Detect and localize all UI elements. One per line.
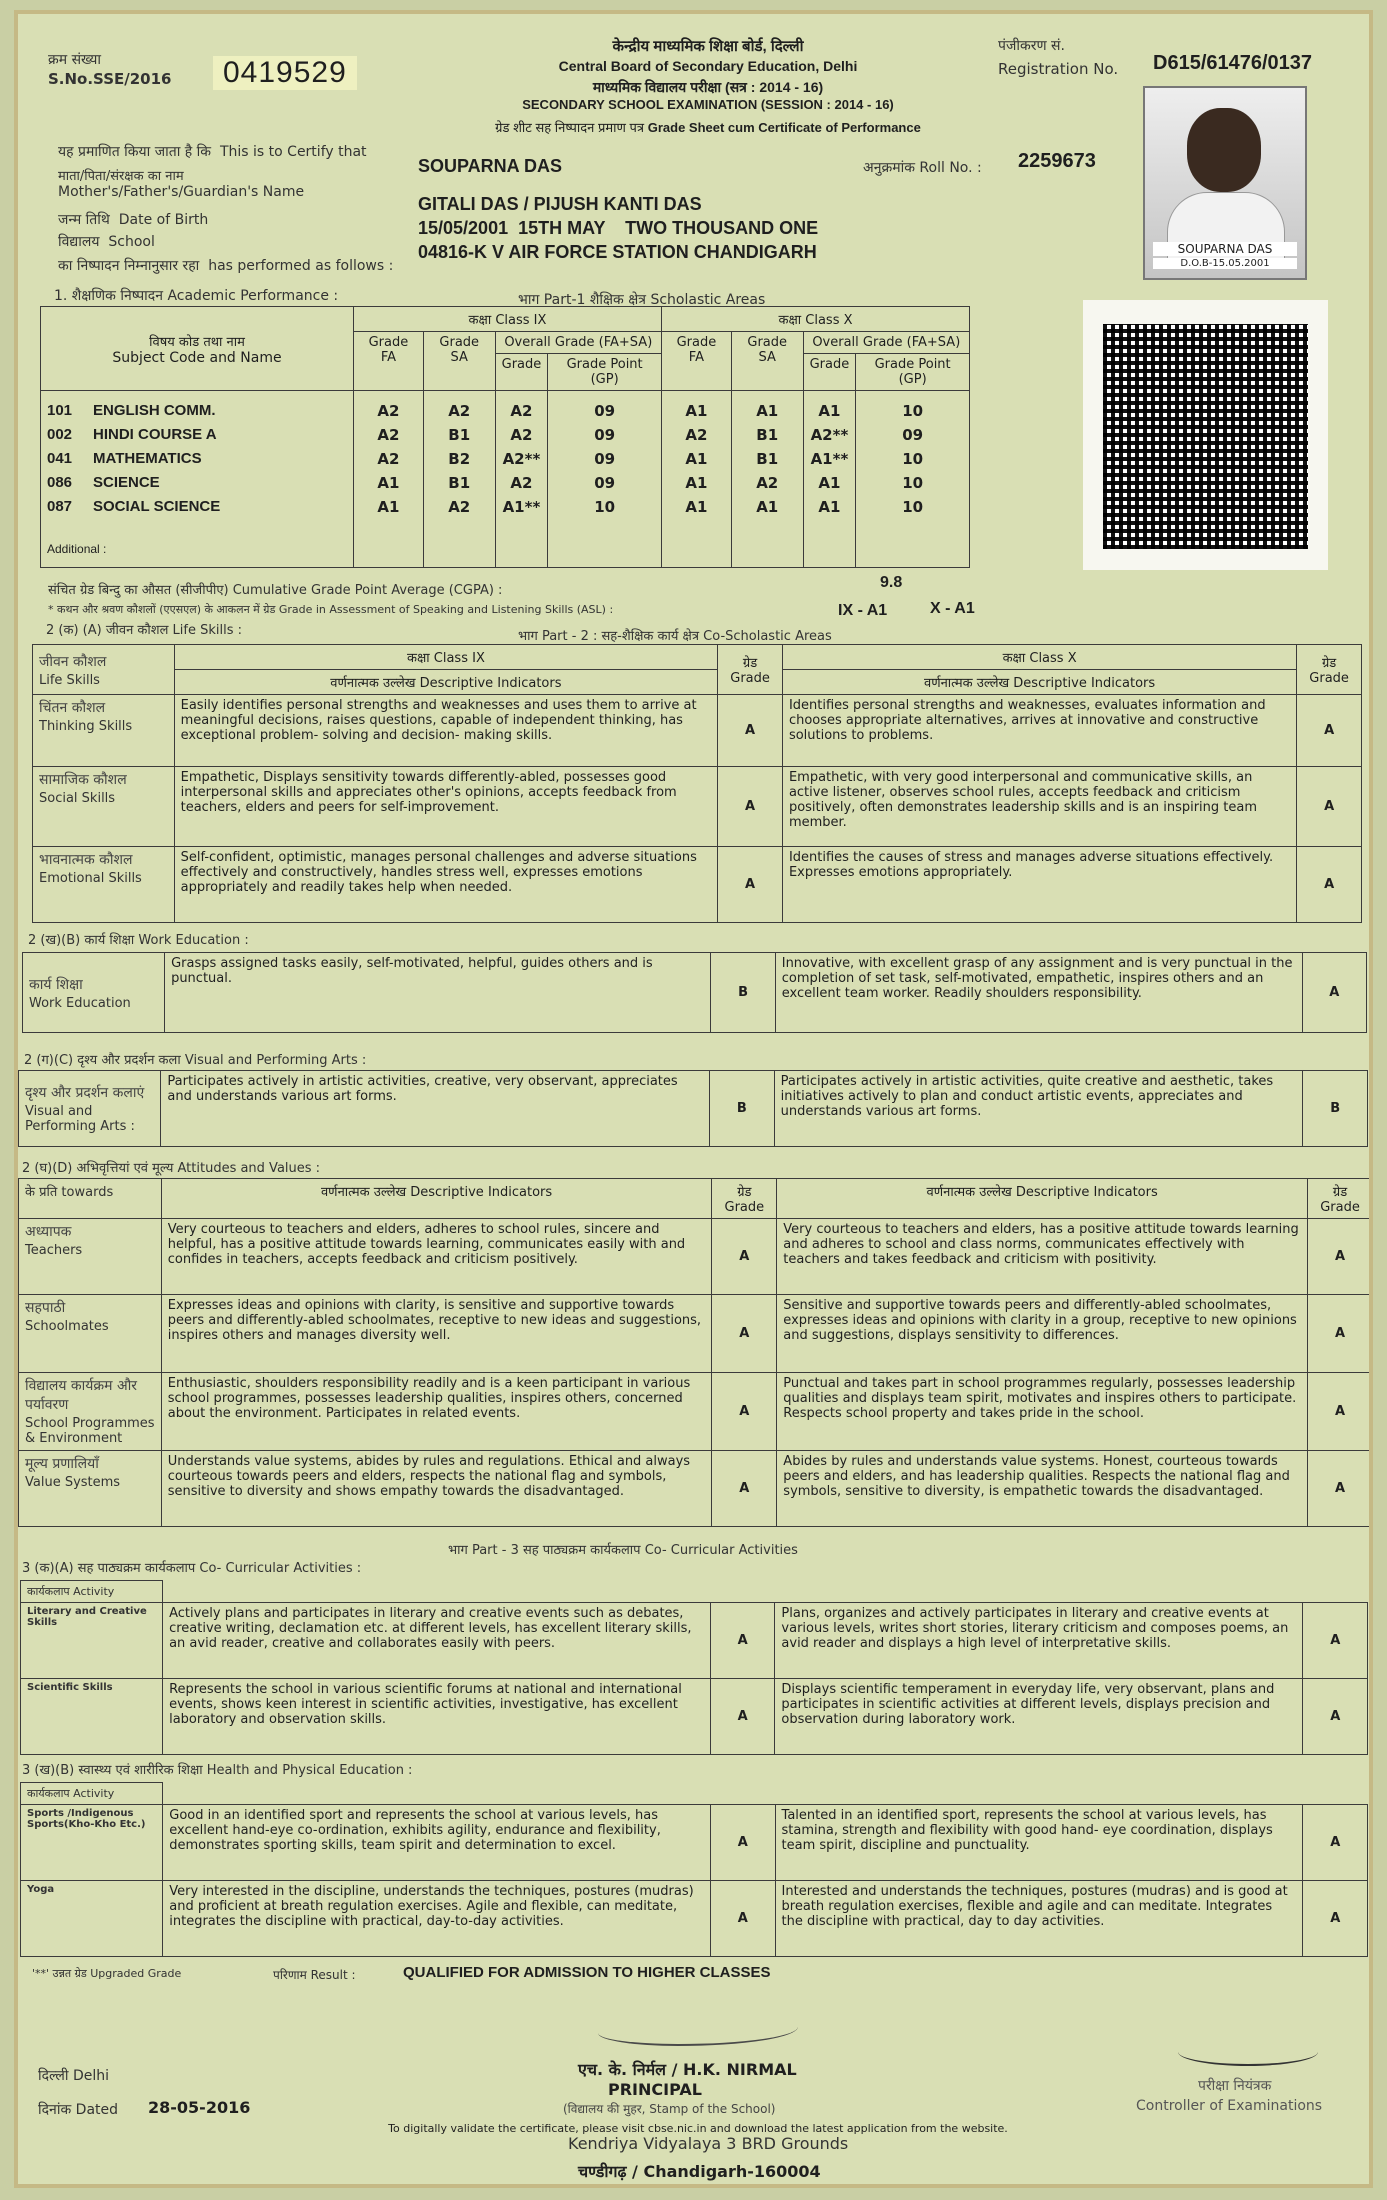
table-row: सामाजिक कौशल Social Skills Empathetic, Displays sensitivity towards differently-abled, possesses good interpersonal skills and appreciates other's opinions, accepts feedback from teachers, elders and peers for self-improvement. A Empathetic, with very good interpersonal and communicative skills, an active listener, observes school rules, accepts feedback and criticism positively, often demonstrates leadership skills and is an inspiring team member. A [33,767,1362,847]
serial-label-hi: क्रम संख्या [48,52,101,68]
certify-label-hindi: यह प्रमाणित किया जाता है कि [58,144,212,160]
life-cat-header-hi: जीवन कौशल [39,653,107,670]
school-stamp-line1: Kendriya Vidyalaya 3 BRD Grounds [568,2134,849,2153]
attitude-desc10-header: वर्णनात्मक उल्लेख Descriptive Indicators [777,1179,1308,1219]
stamp-label: (विद्यालय की मुहर, Stamp of the School) [563,2102,776,2116]
life-skills-table [32,644,1362,923]
exam-name: SECONDARY SCHOOL EXAMINATION (SESSION : 2014 - 16) [522,97,894,112]
table-row: दृश्य और प्रदर्शन कलाएं Visual and Performing Arts : Participates actively in artistic activities, creative, very observant, appreciates and understands various art forms. B Participates actively in artistic activities, quite creative and aesthetic, takes initiatives actively to plan and conduct artistic events, appreciates and understands various art forms. B [19,1071,1368,1147]
subject-list [41,391,354,568]
attitudes-title: 2 (घ)(D) अभिवृत्तियां एवं मूल्य Attitudes and Values : [22,1161,321,1176]
dob-label-hindi: जन्म तिथि [58,212,110,228]
school-stamp-line2: चण्डीगढ़ / Chandigarh-160004 [578,2162,821,2181]
certify-label-english: This is to Certify that [219,144,367,160]
asl-class10: X - A1 [930,600,975,617]
gp-col-10: Grade Point (GP) [856,354,970,391]
towards-header: के प्रति towards [19,1179,162,1219]
serial-number: 0419529 [213,56,357,90]
asl-label: * कथन और श्रवण कौशलों (एएसएल) के आकलन में ग्रेड Grade in Assessment of Speaking and Listening Skills (ASL) : [48,603,614,616]
grade-sheet-certificate [14,10,1373,2188]
principal-signature-icon [598,2014,798,2046]
grade-col-9: Grade [495,354,548,391]
asl-class9: IX - A1 [838,602,888,619]
subject-row: 041 MATHEMATICS [47,450,202,467]
roll-number: 2259673 [1018,150,1096,172]
subject-row: 002 HINDI COURSE A [47,426,217,443]
registration-label-hi: पंजीकरण सं. [998,38,1065,54]
board-name-hindi: केन्द्रीय माध्यमिक शिक्षा बोर्ड, दिल्ली [612,38,804,55]
life-grade10-header: ग्रेड Grade [1297,645,1362,695]
health-activity-header: कार्यकलाप Activity [21,1783,163,1805]
life-desc9-header: वर्णनात्मक उल्लेख Descriptive Indicators [174,670,718,695]
health-title: 3 (ख)(B) स्वास्थ्य एवं शारीरिक शिक्षा Health and Physical Education : [22,1763,413,1778]
class10-header: कक्षा Class X [661,307,969,332]
roll-label [863,158,982,177]
cgpa-value: 9.8 [880,574,903,591]
school-label-english: School [108,234,155,250]
table-row: Sports /Indigenous Sports(Kho-Kho Etc.) Good in an identified sport and represents the school at various levels, has excellent hand-eye co-ordination, exhibits agility, endurance and flexibility, demonstrates sporting skills, team spirit and determination to excel. A Talented in an identified sport, represents the school at various levels, has stamina, strength and flexibility with good hand- eye coordination, displays team spirit, discipline and punctuality. A [21,1805,1368,1881]
table-row: सहपाठी Schoolmates Expresses ideas and opinions with clarity, is sensitive and supportive towards peers and differently-abled schoolmates, receptive to new ideas and suggestions, inspires others and manages diversity well. A Sensitive and supportive towards peers and differently-abled schoolmates, expresses ideas and opinions with clarity in a group, receptive to new opinions and suggestions, displays sensitivity to differences. A [19,1295,1373,1373]
table-row: Yoga Very interested in the discipline, understands the techniques, postures (mudras) and proficient at breath regulation exercises. Agile and flexible, can meditate, integrates the discipline with practical, day-to-day activities. A Interested and understands the techniques, postures (mudras) and is good at breath regulation exercises, flexible and agile and can meditate. Integrates the discipline with practical, day to day activities. A [21,1881,1368,1957]
sa10-column: A1 B1 B1 A2 A1 [731,391,803,568]
dated-label: दिनांक Dated [38,2102,119,2118]
date-value: 28-05-2016 [148,2098,251,2117]
life-class10-header: कक्षा Class X [782,645,1296,670]
attitude-grade9-header: ग्रेड Grade [712,1179,777,1219]
certificate-title [418,118,998,136]
upgraded-grade-note: '**' उन्नत ग्रेड Upgraded Grade [32,1967,182,1980]
school-name: 04816-K V AIR FORCE STATION CHANDIGARH [418,242,817,262]
grade-sa-header-9: Grade SA [423,332,495,391]
dob-label-english: Date of Birth [118,212,209,228]
g10-column: A1 A2** A1** A1 A1 [803,391,856,568]
fa10-column: A1 A2 A1 A1 A1 [661,391,731,568]
certificate-title-english: Grade Sheet cum Certificate of Performance [647,120,921,135]
life-skills-title: 2 (क) (A) जीवन कौशल Life Skills : [46,623,243,638]
photo-dob: D.O.B-15.05.2001 [1153,258,1297,269]
additional-label: Additional : [47,542,107,556]
place: दिल्ली Delhi [38,2068,109,2084]
school-label-hindi: विद्यालय [58,234,100,250]
board-name: Central Board of Secondary Education, Delhi [558,58,858,74]
dob-label [58,210,208,229]
scholastic-part-title: भाग Part-1 शैक्षिक क्षेत्र Scholastic Areas [518,292,766,308]
date-of-birth: 15/05/2001 15TH MAY TWO THOUSAND ONE [418,218,819,238]
life-class9-header: कक्षा Class IX [174,645,718,670]
coscholastic-part-title: भाग Part - 2 : सह-शैक्षिक कार्य क्षेत्र Co-Scholastic Areas [518,629,832,644]
life-cat-header: Life Skills [39,672,100,688]
cocurricular-title: 3 (क)(A) सह पाठ्यक्रम कार्यकलाप Co- Curricular Activities : [22,1561,362,1576]
certify-label [58,142,367,161]
gp-col-9: Grade Point (GP) [548,354,662,391]
exam-name-hindi: माध्यमिक विद्यालय परीक्षा (सत्र : 2014 - 16) [592,79,824,95]
principal-title: PRINCIPAL [608,2080,702,2099]
life-desc10-header: वर्णनात्मक उल्लेख Descriptive Indicators [782,670,1296,695]
photo-face-icon [1187,108,1261,192]
fa9-column: A2 A2 A2 A1 A1 [354,391,424,568]
table-row: कार्य शिक्षा Work Education Grasps assigned tasks easily, self-motivated, helpful, guides others and is punctual. B Innovative, with excellent grasp of any assignment and is very punctual in the completion of set task, self-motivated, empathetic, inspires others and an excellent team worker. Readily shoulders responsibility. A [23,953,1367,1033]
class9-header: कक्षा Class IX [354,307,662,332]
work-education-table [22,952,1367,1033]
performed-label [58,256,393,275]
roll-label-english: Roll No. : [919,160,982,176]
health-table [20,1782,1368,1957]
photo-caption: SOUPARNA DAS [1153,242,1297,256]
performed-label-english: has performed as follows : [208,258,394,274]
gp9-column: 09 09 09 09 10 [548,391,662,568]
performed-label-hindi: का निष्पादन निम्नानुसार रहा [58,258,200,274]
controller-signature-icon [1178,2038,1318,2066]
table-row: Literary and Creative Skills Actively plans and participates in literary and creative events such as debates, creative writing, declamation etc. at different levels, has excellent literary skills, an avid reader, creative and collaborates easily with peers. A Plans, organizes and actively participates in literary and creative events at various levels, writes short stories, literary criticism and composes poems, an avid reader and displays a high level of interpretative skills. A [21,1603,1368,1679]
result-value: QUALIFIED FOR ADMISSION TO HIGHER CLASSES [403,1964,771,1981]
cocurricular-part-title: भाग Part - 3 सह पाठ्यक्रम कार्यकलाप Co- Curricular Activities [448,1543,798,1558]
grade-sa-header-10: Grade SA [731,332,803,391]
principal-name: एच. के. निर्मल / H.K. NIRMAL [578,2060,797,2079]
cocurricular-table [20,1580,1368,1755]
attitude-desc9-header: वर्णनात्मक उल्लेख Descriptive Indicators [161,1179,712,1219]
overall-header-9: Overall Grade (FA+SA) [495,332,661,354]
table-row: चिंतन कौशल Thinking Skills Easily identifies personal strengths and weaknesses and uses them to arrive at meaningful decisions, raises questions, capable of independent thinking, has exceptional problem- solving and decision- making skills. A Identifies personal strengths and weaknesses, evaluates information and chooses appropriate alternatives, arrives at innovative and constructive solutions to problems. A [33,695,1362,767]
table-row: विद्यालय कार्यक्रम और पर्यावरण School Programmes & Environment Enthusiastic, shoulders responsibility readily and is a keen participant in various school programmes, possesses leadership qualities, inspires others, concerned about the environment. Participates in related events. A Punctual and takes part in school programmes regularly, possesses leadership qualities and displays team spirit, motivates and inspires others to participate. Respects school property and takes pride in the school. A [19,1373,1373,1451]
roll-label-hindi: अनुक्रमांक [863,160,915,176]
gp10-column: 10 09 10 10 10 [856,391,970,568]
certificate-title-hindi: ग्रेड शीट सह निष्पादन प्रमाण पत्र [495,120,645,135]
school-label [58,232,155,251]
overall-header-10: Overall Grade (FA+SA) [803,332,969,354]
student-name: SOUPARNA DAS [418,156,563,176]
table-row: भावनात्मक कौशल Emotional Skills Self-confident, optimistic, manages personal challenges and adverse situations effectively and constructively, handles stress well, expresses emotions appropriately and readily takes help when needed. A Identifies the causes of stress and manages adverse situations effectively. Expresses emotions appropriately. A [33,847,1362,923]
controller-title: Controller of Examinations [1136,2098,1323,2114]
validation-note: To digitally validate the certificate, please visit cbse.nic.in and download the latest application from the website. [388,2122,1008,2135]
parent-label-hi: माता/पिता/संरक्षक का नाम [58,169,184,184]
subject-row: 087 SOCIAL SCIENCE [47,498,221,515]
academic-table [40,306,970,568]
grade-fa-header-10: Grade FA [661,332,731,391]
table-row: Scientific Skills Represents the school in various scientific forums at national and international events, shows keen interest in scientific activities, investigative, has excellent laboratory and observation skills. A Displays scientific temperament in everyday life, very observant, plans and participates in scientific activities at different levels, displays precision and observation during laboratory work. A [21,1679,1368,1755]
sa9-column: A2 B1 B2 B1 A2 [423,391,495,568]
cgpa-label: संचित ग्रेड बिन्दु का औसत (सीजीपीए) Cumulative Grade Point Average (CGPA) : [48,583,503,598]
subject-row: 101 ENGLISH COMM. [47,402,216,419]
activity-header: कार्यकलाप Activity [21,1581,163,1603]
grade-fa-header-9: Grade FA [354,332,424,391]
result-label: परिणाम Result : [273,1968,356,1982]
table-row: मूल्य प्रणालियाँ Value Systems Understands value systems, abides by rules and regulations. Ethical and always courteous towards peers and elders, respects the national flag and symbols, sensitive to diversity and shows empathy towards the disadvantaged. A Abides by rules and understands value systems. Honest, courteous towards peers and elders, and has leadership qualities. Respects the national flag and symbols, sensitive to diversity, is empathetic towards the disadvantaged. A [19,1451,1373,1527]
subject-row: 086 SCIENCE [47,474,160,491]
work-education-title: 2 (ख)(B) कार्य शिक्षा Work Education : [28,933,249,948]
subject-header: Subject Code and Name [112,349,282,366]
g9-column: A2 A2 A2** A2 A1** [495,391,548,568]
subject-header-hi: विषय कोड तथा नाम [149,334,245,350]
arts-table [18,1070,1368,1147]
qr-code-icon [1103,324,1308,549]
parent-label: Mother's/Father's/Guardian's Name [58,184,305,200]
serial-label: S.No.SSE/2016 [48,70,172,88]
registration-number: D615/61476/0137 [1153,52,1313,74]
table-row: अध्यापक Teachers Very courteous to teachers and elders, adheres to school rules, sincere and helpful, has a positive attitude towards learning, communicates easily with and confides in teachers, accepts feedback and criticism positively. A Very courteous to teachers and elders, has a positive attitude towards learning and adheres to school and class norms, communicates effectively with teachers and takes feedback and criticism with positivity. A [19,1219,1373,1295]
attitude-grade10-header: ग्रेड Grade [1308,1179,1373,1219]
qr-code-panel [1083,300,1328,570]
academic-section-title: 1. शैक्षणिक निष्पादन Academic Performance : [54,288,339,304]
arts-title: 2 (ग)(C) दृश्य और प्रदर्शन कला Visual and Performing Arts : [24,1053,367,1068]
life-grade9-header: ग्रेड Grade [718,645,783,695]
grade-col-10: Grade [803,354,856,391]
registration-label: Registration No. [998,60,1119,78]
controller-title-hi: परीक्षा नियंत्रक [1198,2078,1272,2094]
parent-names: GITALI DAS / PIJUSH KANTI DAS [418,194,702,214]
attitudes-table [18,1178,1373,1527]
student-photo [1143,86,1307,280]
